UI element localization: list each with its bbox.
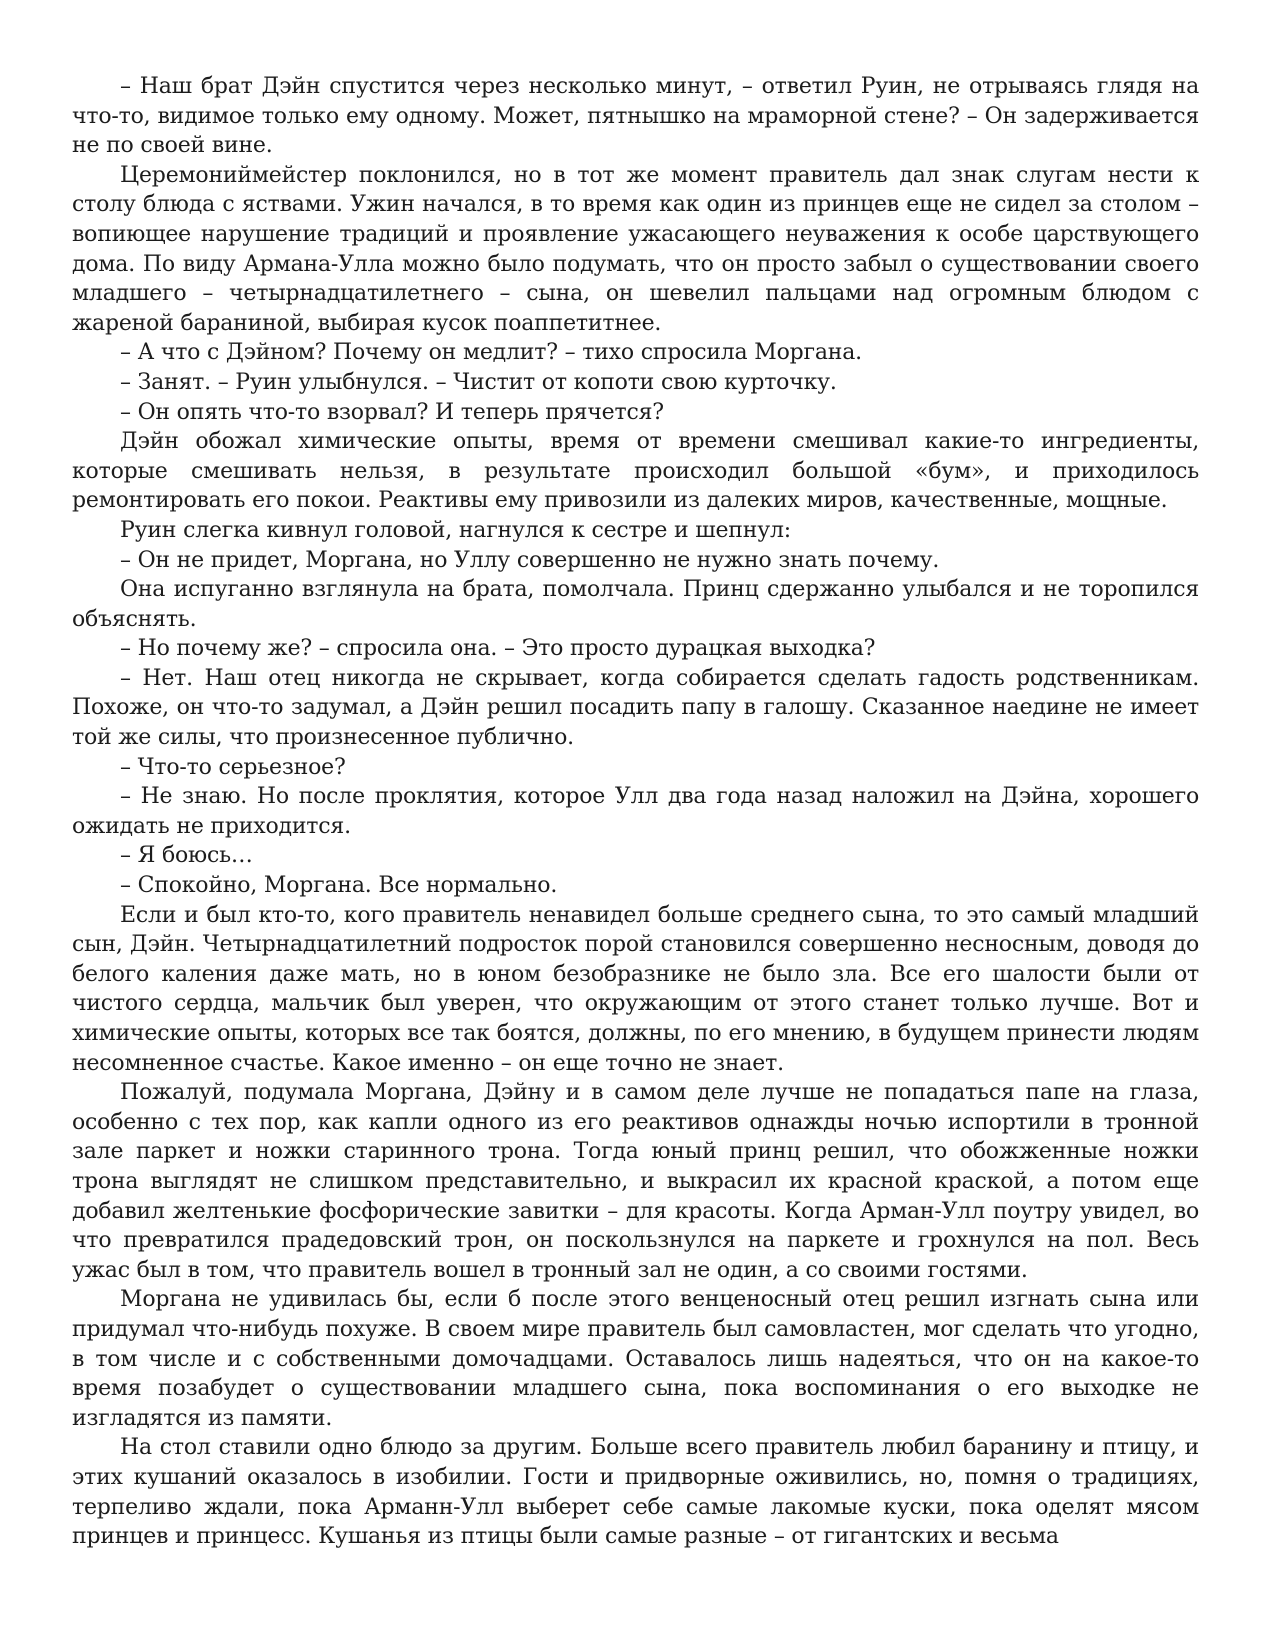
paragraph: Церемониймейстер поклонился, но в тот же момент правитель дал знак слугам нести к столу блюда с яствами. Ужин начался, в то время как один из принцев еще не сидел за столом – вопиющее нарушение традиций и проявление ужасающего неуважения к особе царствующего дома. По виду Армана-Улла можно было подумать, что он просто забыл о существовании своего младшего – четырнадцатилетнего – сына, он шевелил пальцами над огромным блюдом с жареной бараниной, выбирая кусок поаппетитнее. <box>72 162 1199 336</box>
paragraph: – А что с Дэйном? Почему он медлит? – тихо спросила Моргана. <box>120 340 862 366</box>
paragraph: – Я боюсь… <box>120 843 253 869</box>
paragraph: – Не знаю. Но после проклятия, которое Улл два года назад наложил на Дэйна, хорошего ожидать не приходится. <box>72 784 1199 839</box>
paragraph: Пожалуй, подумала Моргана, Дэйну и в самом деле лучше не попадаться папе на глаза, особенно с тех пор, как капли одного из его реактивов однажды ночью испортили в тронной зале паркет и ножки старинного трона. Тогда юный принц решил, что обожженные ножки трона выглядят не слишком представительно, и выкрасил их красной краской, а потом еще добавил желтенькие фосфорические завитки – для красоты. Когда Арман-Улл поутру увидел, во что превратился прадедовский трон, он поскользнулся на паркете и грохнулся на пол. Весь ужас был в том, что правитель вошел в тронный зал не один, а со своими гостями. <box>72 1080 1199 1283</box>
paragraph: – Он не придет, Моргана, но Уллу совершенно не нужно знать почему. <box>120 547 940 573</box>
paragraph: – Что-то серьезное? <box>120 754 346 780</box>
paragraph: Моргана не удивилась бы, если б после этого венценосный отец решил изгнать сына или придумал что-нибудь похуже. В своем мире правитель был самовластен, мог сделать что угодно, в том числе и с собственными домочадцами. Оставалось лишь надеяться, что он на какое-то время позабудет о существовании младшего сына, пока воспоминания о его выходке не изгладятся из памяти. <box>72 1287 1199 1431</box>
paragraph: На стол ставили одно блюдо за другим. Больше всего правитель любил баранину и птицу, и этих кушаний оказалось в изобилии. Гости и придворные оживились, но, помня о традициях, терпеливо ждали, пока Арманн-Улл выберет себе самые лакомые куски, пока оделят мясом принцев и принцесс. Кушанья из птицы были самые разные – от гигантских и весьма <box>72 1435 1199 1550</box>
paragraph: Если и был кто-то, кого правитель ненавидел больше среднего сына, то это самый младший сын, Дэйн. Четырнадцатилетний подросток порой становился совершенно несносным, доводя до белого каления даже мать, но в юном безобразнике не было зла. Все его шалости были от чистого сердца, мальчик был уверен, что окружающим от этого станет только лучше. Вот и химические опыты, которых все так боятся, должны, по его мнению, в будущем принести людям несомненное счастье. Какое именно – он еще точно не знает. <box>72 902 1199 1076</box>
paragraph: – Занят. – Руин улыбнулся. – Чистит от копоти свою курточку. <box>120 369 837 395</box>
paragraph: – Он опять что-то взорвал? И теперь прячется? <box>120 399 664 425</box>
paragraph: – Спокойно, Моргана. Все нормально. <box>120 873 558 899</box>
page-text <box>72 72 1199 1552</box>
paragraph: – Наш брат Дэйн спустится через несколько минут, – ответил Руин, не отрываясь глядя на что-то, видимое только ему одному. Может, пятнышко на мраморной стене? – Он задерживается не по своей вине. <box>72 74 1199 159</box>
paragraph: – Нет. Наш отец никогда не скрывает, когда собирается сделать гадость родственникам. Похоже, он что-то задумал, а Дэйн решил посадить папу в галошу. Сказанное наедине не имеет той же силы, что произнесенное публично. <box>72 665 1199 751</box>
paragraph: Дэйн обожал химические опыты, время от времени смешивал какие-то ингредиенты, которые смешивать нельзя, в результате происходил большой «бум», и приходилось ремонтировать его покои. Реактивы ему привозили из далеких миров, качественные, мощные. <box>72 429 1199 514</box>
paragraph: – Но почему же? – спросила она. – Это просто дурацкая выходка? <box>120 636 876 662</box>
paragraph: Руин слегка кивнул головой, нагнулся к сестре и шепнул: <box>120 517 791 543</box>
paragraph: Она испуганно взглянула на брата, помолчала. Принц сдержанно улыбался и не торопился объяснять. <box>72 577 1199 632</box>
